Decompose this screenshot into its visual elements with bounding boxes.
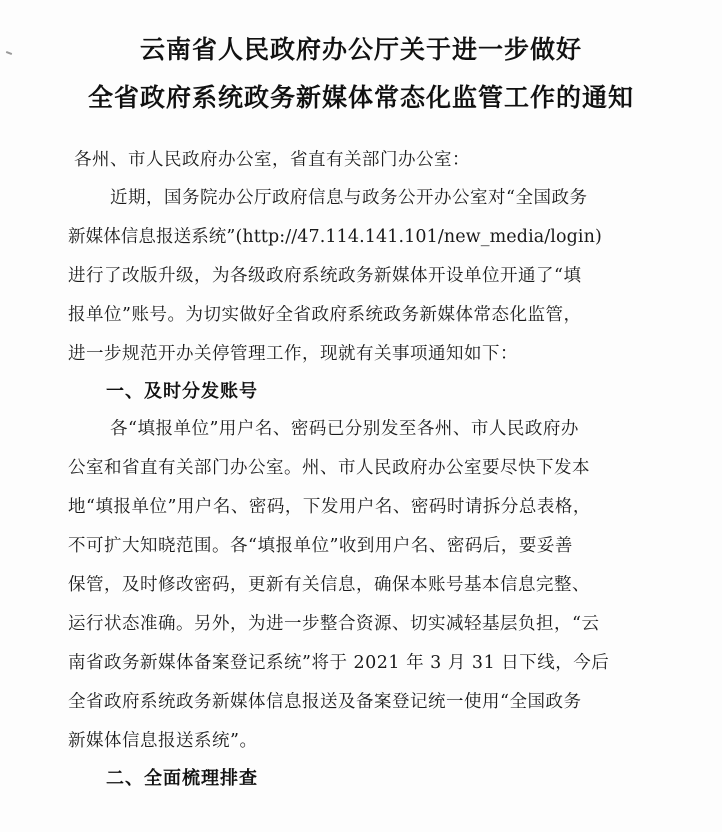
paragraph-1-line-3: 进行了改版升级，为各级政府系统政务新媒体开设单位开通了“填: [68, 266, 582, 286]
section-1-heading: 一、及时分发账号: [106, 381, 258, 402]
paragraph-1-line-2: 新媒体信息报送系统”(http://47.114.141.101/new_media/login): [68, 227, 602, 247]
document-title-line-2: 全省政府系统政务新媒体常态化监管工作的通知: [87, 83, 634, 112]
section-2-heading: 二、全面梳理排查: [106, 768, 258, 789]
paragraph-2-line-9: 新媒体信息报送系统”。: [68, 731, 258, 751]
paragraph-1-line-1: 近期，国务院办公厅政府信息与政务公开办公室对“全国政务: [110, 188, 588, 208]
paragraph-2-line-8: 全省政府系统政务新媒体信息报送及备案登记统一使用“全国政务: [68, 692, 582, 712]
paragraph-2-line-5: 保管，及时修改密码，更新有关信息，确保本账号基本信息完整、: [68, 575, 590, 595]
paragraph-1-line-5: 进一步规范开办关停管理工作，现就有关事项通知如下：: [68, 344, 518, 364]
paragraph-2-line-2: 公室和省直有关部门办公室。州、市人民政府办公室要尽快下发本: [68, 458, 590, 478]
paragraph-2-line-4: 不可扩大知晓范围。各“填报单位”收到用户名、密码后，要妥善: [68, 536, 573, 556]
paragraph-2-line-3: 地“填报单位”用户名、密码，下发用户名、密码时请拆分总表格，: [68, 497, 591, 517]
document-title-line-1: 云南省人民政府办公厅关于进一步做好: [139, 35, 582, 64]
salutation: 各州、市人民政府办公室，省直有关部门办公室：: [74, 150, 470, 170]
paragraph-2-line-6: 运行状态准确。另外，为进一步整合资源、切实减轻基层负担，“云: [68, 614, 600, 634]
paragraph-2-line-1: 各“填报单位”用户名、密码已分别发至各州、市人民政府办: [110, 419, 579, 439]
paragraph-2-line-7: 南省政务新媒体备案登记系统”将于 2021 年 3 月 31 日下线，今后: [68, 653, 610, 673]
paragraph-1-line-4: 报单位”账号。为切实做好全省政府系统政务新媒体常态化监管，: [68, 305, 582, 325]
